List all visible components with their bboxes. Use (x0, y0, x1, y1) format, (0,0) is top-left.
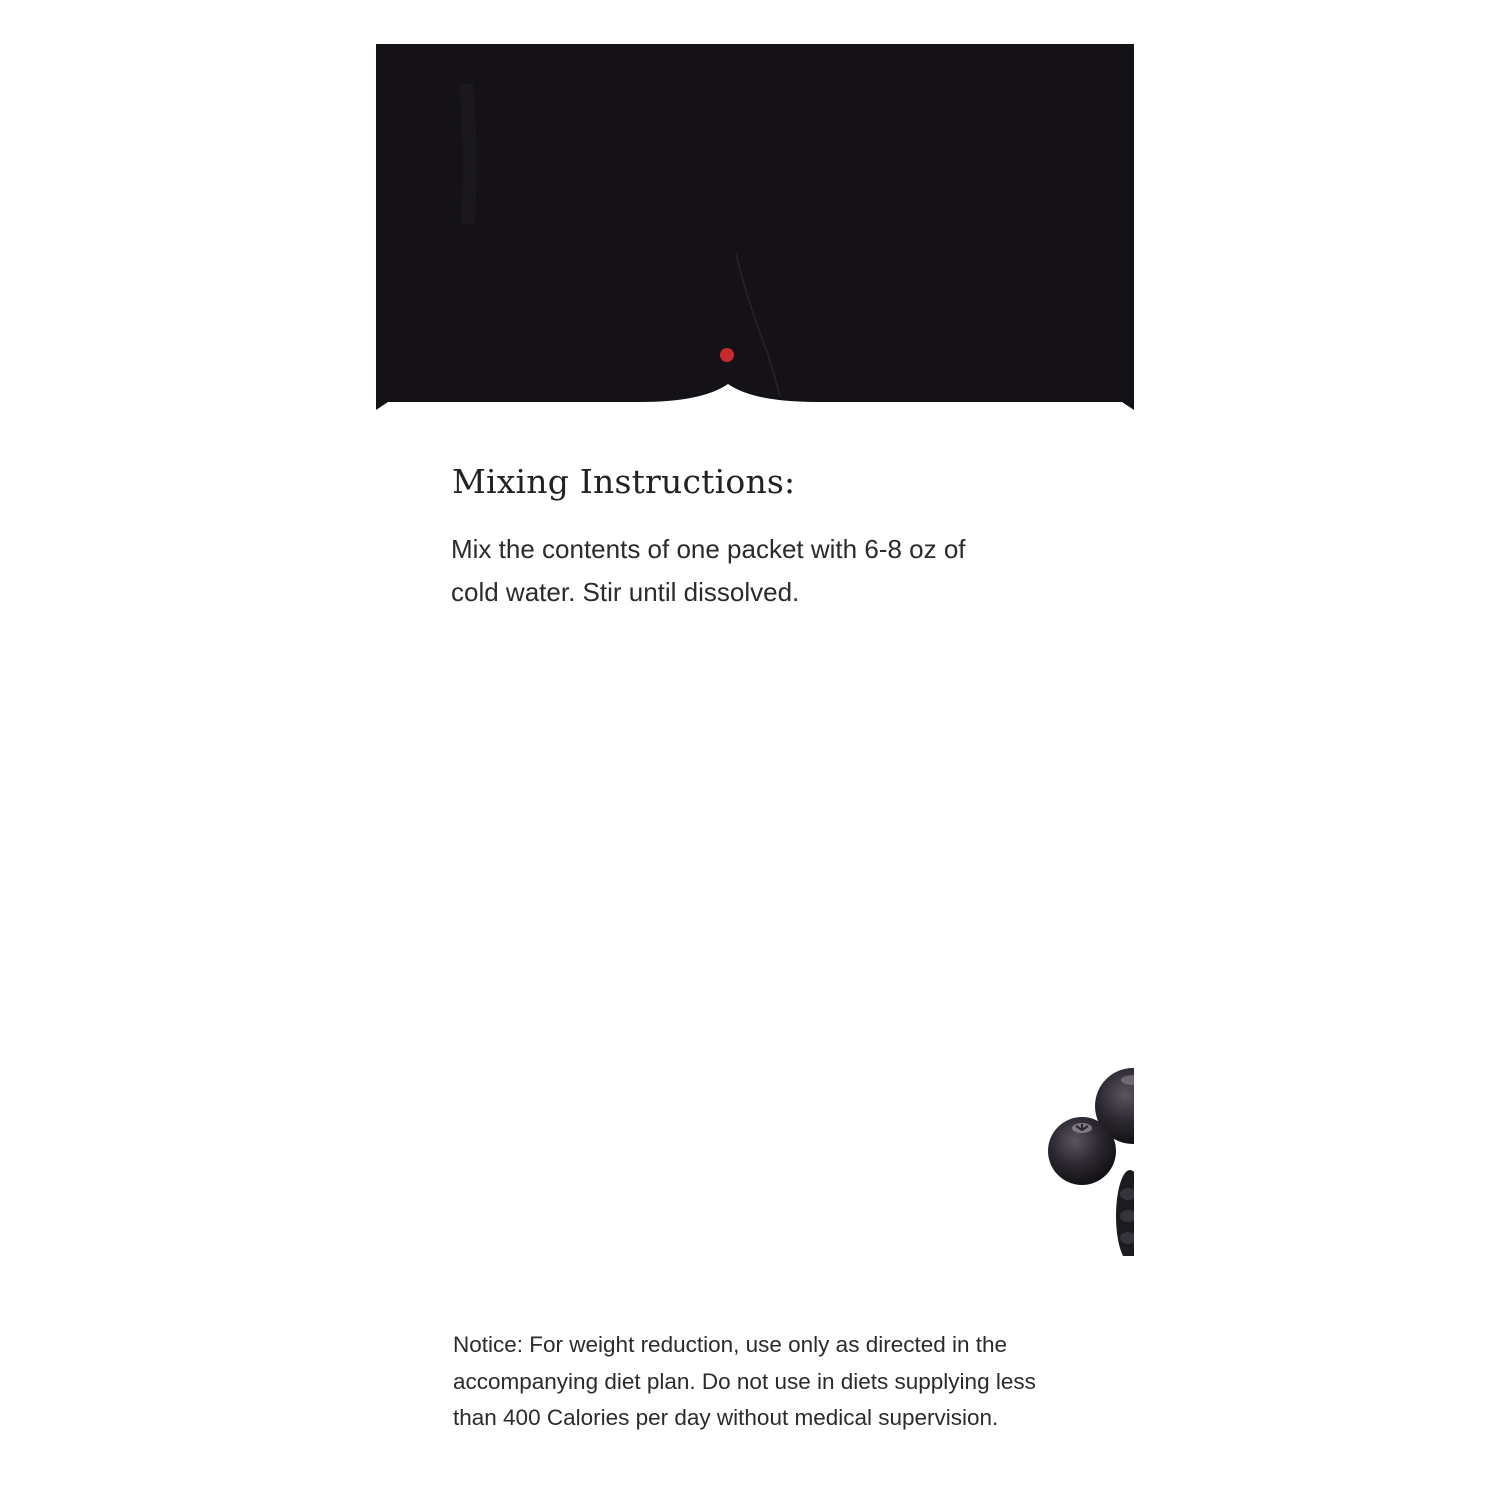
mixing-instructions-text (451, 528, 1051, 614)
notice-line-1: Notice: For weight reduction, use only as directed in the (453, 1332, 1008, 1357)
notice-line-3: than 400 Calories per day without medical supervision. (453, 1405, 999, 1430)
dark-header-band (376, 44, 1134, 414)
mixing-line-1: Mix the contents of one packet with 6-8 oz of (451, 534, 966, 564)
blueberries-icon (1036, 1066, 1134, 1256)
notice-line-2: accompanying diet plan. Do not use in diets supplying less (453, 1368, 1036, 1394)
product-label-panel (376, 44, 1134, 1462)
mixing-line-2: cold water. Stir until dissolved. (451, 577, 800, 607)
mixing-instructions-heading: Mixing Instructions: (452, 462, 796, 501)
blueberries-image (1036, 1066, 1134, 1256)
notice-text (453, 1327, 1093, 1437)
red-accent-dot (720, 348, 734, 362)
header-shape (376, 44, 1134, 414)
